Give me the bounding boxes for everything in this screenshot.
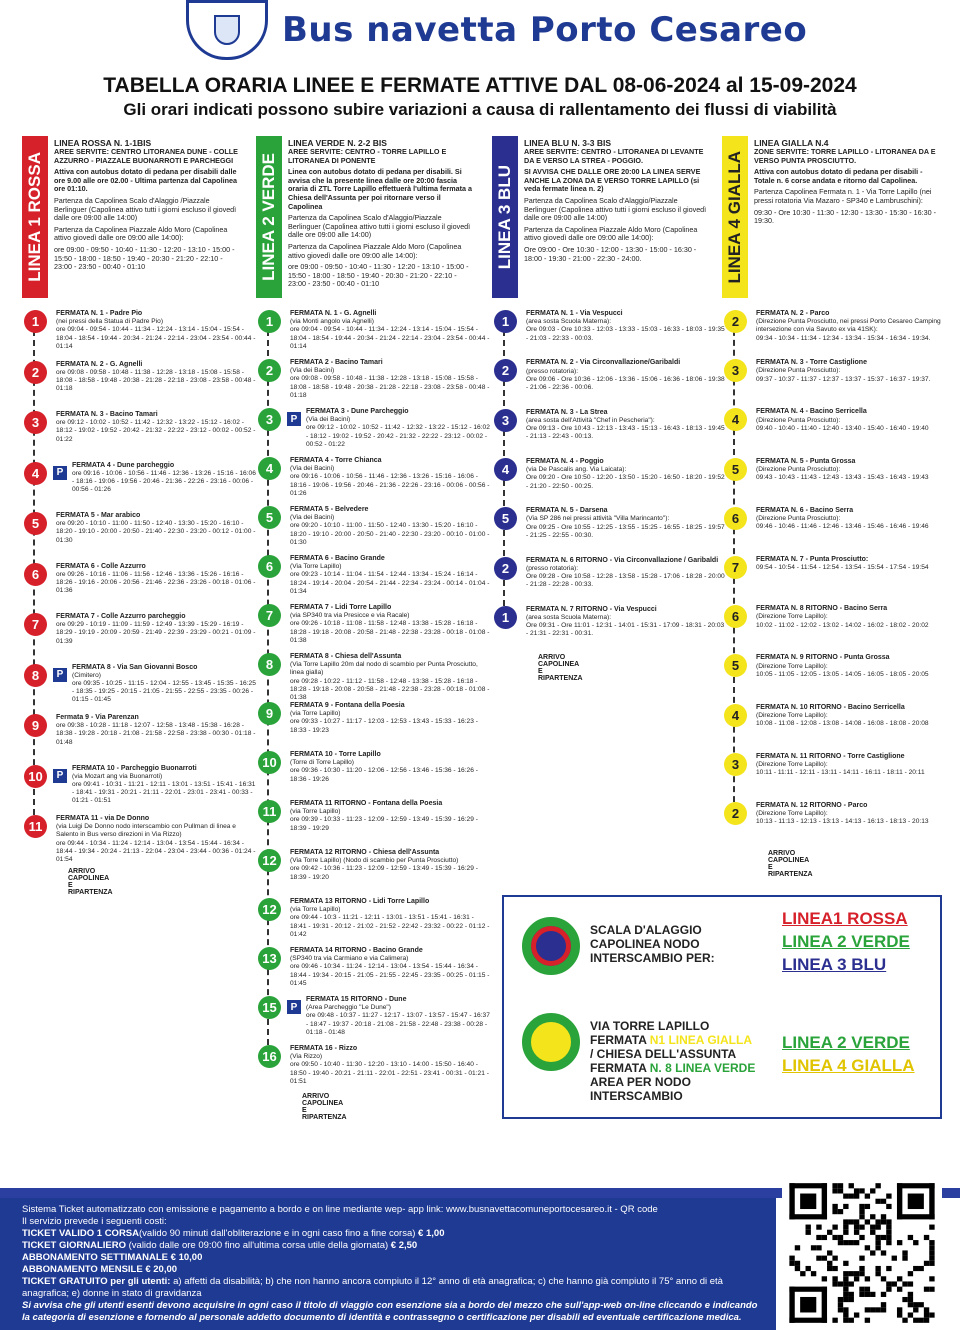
line-intro-paragraph: Attiva con autobus dotato di pedana per disabili dalle ore 9.00 alle ore 02.00 - Ultima partenza dal Capolinea ore 01:10. xyxy=(54,167,237,194)
parking-icon: P xyxy=(53,466,67,480)
stop-number-badge: 5 xyxy=(494,507,517,530)
line-label-bar xyxy=(256,136,282,298)
stop-name: FERMATA N. 11 RITORNO - Torre Castiglione xyxy=(756,752,905,760)
line-intro-paragraph: 09:30 - Ore 10:30 - 11:30 - 12:30 - 13:30 - 15:30 - 16:30 - 19:30. xyxy=(754,207,937,226)
line-title: LINEA BLU N. 3-3 BIS xyxy=(524,138,612,148)
stop-location-note: (Via Torre Lapillo) xyxy=(290,563,342,571)
stop-times: ore 09:12 - 10:02 - 10:52 - 11:42 - 12:32 - 13:22 - 15:12 - 16:02 - 18:12 - 19:02 - 19:52 - 20:42 - 21:32 - 22:22 - 23:12 - 00:02 - 00:52 - 01:22 xyxy=(306,424,490,448)
parking-icon: P xyxy=(287,412,301,426)
stop-details xyxy=(56,310,256,351)
arrival-terminus-note: ARRIVO CAPOLINEA E RIPARTENZA xyxy=(68,868,113,896)
stop-details xyxy=(290,653,490,702)
stop-location-note: (Direzione Torre Lapillo): xyxy=(756,761,828,768)
ticket-info-footer xyxy=(0,1188,960,1330)
stop-details xyxy=(290,604,490,645)
stop-location-note: (presso rotatoria): xyxy=(526,564,579,572)
stop-details xyxy=(756,704,956,729)
hub2-line-green: LINEA 2 VERDE xyxy=(782,1033,910,1052)
stop-details xyxy=(290,506,490,547)
stop-number-badge: 1 xyxy=(258,310,281,333)
stop-details xyxy=(306,996,492,1037)
line-label-text: LINEA 3 BLU xyxy=(495,164,514,270)
hub2-line-yellow: LINEA 4 GIALLA xyxy=(782,1056,915,1075)
stop-details xyxy=(756,753,956,778)
line-title: LINEA ROSSA N. 1-1BIS xyxy=(54,138,152,148)
stop-details xyxy=(756,408,956,433)
stop-details xyxy=(756,310,956,343)
stop-details xyxy=(290,800,490,833)
stop-number-badge: 9 xyxy=(258,702,281,725)
line-intro-paragraph: Partenza da Capolinea Scalo d'Alaggio/Piazzale Berlinguer (Capolinea attivo tutti i giorni escluso il giovedì dalle ore 09:00 alle 14:00) xyxy=(288,213,471,240)
stop-times: Ore 09:03 - Ore 10:33 - 12:03 - 13:33 - 15:03 - 16:33 - 18:03 - 19:35 - 21:03 - 22:33 - 00:03. xyxy=(526,326,725,342)
stop-details xyxy=(56,512,256,545)
stop-details xyxy=(56,815,256,864)
stop-details xyxy=(526,409,726,442)
stop-times: ore 09:44 - 10:34 - 11:24 - 12:14 - 13:04 - 13:54 - 15:44 - 16:34 - 18:44 - 19:34 - 20:24 - 21:13 - 22:04 - 23:04 - 23:44 - 00:36 - 01:24 - 01:54 xyxy=(56,839,256,864)
stop-name: FERMATA N. 5 - Punta Grossa xyxy=(756,457,856,465)
stop-name: FERMATA N. 3 - La Strea xyxy=(526,408,608,416)
stop-details xyxy=(290,359,490,400)
stop-number-badge: 7 xyxy=(258,604,281,627)
stop-details xyxy=(290,849,490,882)
stop-times: ore 09:16 - 10:06 - 10:56 - 11:46 - 12:36 - 13:26 - 15:16 - 16:06 - 18:16 - 19:06 - 19:56 - 20:46 - 21:36 - 22:26 - 23:16 - 00:06 - 00:56 - 01:26 xyxy=(72,469,256,494)
line-intro-paragraph: AREE SERVITE: CENTRO LITORANEA DUNE - COLLE AZZURRO - PIAZZALE BUONARROTI E PARCHEGGI xyxy=(54,147,238,165)
line-label-bar xyxy=(722,136,748,298)
stop-times: 10:05 - 11:05 - 12:05 - 13:05 - 14:05 - 16:05 - 18:05 - 20:05 xyxy=(756,670,929,678)
stop-number-badge: 12 xyxy=(258,898,281,921)
page-title: Bus navetta Porto Cesareo xyxy=(282,10,808,50)
stop-location-note: (via Luigi De Donno nodo interscambio con Pullman di linea e Salento in Bus verso direzioni in Via Rizzo) xyxy=(56,823,236,839)
stop-location-note: (via SP340 tra via Presicce e via Racale) xyxy=(290,612,410,620)
stop-name: FERMATA 14 RITORNO - Bacino Grande xyxy=(290,947,423,954)
stop-number-badge: 9 xyxy=(24,714,47,737)
line-intro-paragraph: Partenza da Capolinea Scalo d'Alaggio /Piazzale Berlinguer (Capolinea attivo tutti i giorni escluso il giovedì dalle ore 09:00 alle 14:00) xyxy=(54,195,237,223)
stop-details xyxy=(290,310,490,351)
stop-number-badge: 10 xyxy=(24,765,47,788)
stop-location-note: (SP340 tra via Carmiano e via Calimera) xyxy=(290,955,409,963)
red-green-blue-hub-icon xyxy=(522,917,580,975)
variation-notice: Gli orari indicati possono subire variazioni a causa di rallentamento dei flussi di viabilità xyxy=(123,100,837,119)
stop-times: ore 09:35 - 10:25 - 11:15 - 12:04 - 12:55 - 13:45 - 15:35 - 16:25 - 18:35 - 19:25 - 20:15 - 21:05 - 21:55 - 22:55 - 23:35 - 00:26 - 01:15 - 01:45 xyxy=(72,679,256,704)
line-intro-paragraph: Linea con autobus dotato di pedana per disabili. Si avvisa che la presente linea dalle ore 20:00 fascia oraria di ZTL Torre Lapillo effettuerà l'ultima fermata a Chiesa dell'Assunta per poi ritornare verso il Capolinea xyxy=(288,167,472,211)
stop-times: 10:08 - 11:08 - 12:08 - 13:08 - 14:08 - 16:08 - 18:08 - 20:08 xyxy=(756,720,929,727)
stop-name: FERMATA N. 2 - Via Circonvallazione/Garibaldi xyxy=(526,359,681,367)
parking-icon: P xyxy=(287,1000,301,1014)
stop-times: 09:54 - 10:54 - 11:54 - 12:54 - 13:54 - 15:54 - 17:54 - 19:54 xyxy=(756,564,929,572)
stop-name: FERMATA 4 - Dune parcheggio xyxy=(72,461,175,469)
stop-number-badge: 3 xyxy=(494,409,517,432)
stop-location-note: (Cimitero) xyxy=(72,671,101,679)
stop-location-note: (Direzione Punta Prosciutto): xyxy=(756,367,841,375)
stop-name: FERMATA 2 - Bacino Tamari xyxy=(290,359,383,366)
timetable-subtitle: TABELLA ORARIA LINEE E FERMATE ATTIVE DAL 08-06-2024 al 15-09-2024 xyxy=(103,74,857,97)
stop-number-badge: 2 xyxy=(258,359,281,382)
qr-code-icon[interactable] xyxy=(782,1176,942,1330)
stop-times: ore 09:33 - 10:27 - 11:17 - 12:03 - 12:53 - 13:43 - 15:33 - 16:23 - 18:33 - 19:23 xyxy=(290,718,478,734)
stop-details xyxy=(526,557,726,590)
stop-times: 09:43 - 10:43 - 11:43 - 12:43 - 13:43 - 15:43 - 16:43 - 19:43 xyxy=(756,474,929,481)
stop-name: FERMATA 8 - Chiesa dell'Assunta xyxy=(290,653,402,660)
stop-number-badge: 16 xyxy=(258,1045,281,1068)
stop-name: FERMATA N. 4 - Poggio xyxy=(526,457,604,465)
stop-location-note: (Via Torre Lapillo 20m dal nodo di scambio per Punta Prosciutto, linea gialla) xyxy=(290,661,478,677)
line-intro-paragraph: ore 09:00 - 09:50 - 10:40 - 11:30 - 12:20 - 13:10 - 15:00 - 15:50 - 18:00 - 18:50 - 19:40 - 20:30 - 21:20 - 22:10 - 23:00 - 23:50 - 00:40 - 01:10 xyxy=(288,262,469,289)
stop-location-note: (Direzione Torre Lapillo): xyxy=(756,662,828,670)
stop-number-badge: 4 xyxy=(724,704,747,727)
stop-name: FERMATA 7 - Colle Azzurro parcheggio xyxy=(56,613,186,620)
stop-times: ore 09:20 - 10:10 - 11:00 - 11:50 - 12:40 - 13:30 - 15:20 - 16:10 - 18:20 - 19:10 - 20:00 - 20:50 - 21:40 - 22:30 - 23:20 - 00:12 - 01:00 - 01:30 xyxy=(56,520,256,544)
stop-times: ore 09:26 - 10:18 - 11:08 - 11:58 - 12:48 - 13:38 - 15:28 - 16:18 - 18:28 - 19:18 - 20:08 - 20:58 - 21:48 - 22:38 - 23:28 - 00:18 - 01:08 - 01:38 xyxy=(290,620,490,644)
line-intro-paragraph: Partenza da Capolinea Scalo d'Alaggio/Piazzale Berlinguer (Capolinea attivo tutti i giorni escluso il giovedì dalle ore 09:00 alle 14:00) xyxy=(524,195,707,223)
stop-location-note: (via Torre Lapillo) xyxy=(290,906,341,914)
stop-location-note: (Via Rizzo) xyxy=(290,1053,323,1061)
line-title: LINEA VERDE N. 2-2 BIS xyxy=(288,138,387,148)
stop-details xyxy=(526,606,726,639)
stop-location-note: (area sosta dell'Attività "Chef in Pescheria"): xyxy=(526,416,655,424)
line-label-text: LINEA 2 VERDE xyxy=(259,153,278,281)
stop-details xyxy=(290,898,490,939)
line-intro-paragraph: Partenza da Capolinea Piazzale Aldo Moro (Capolinea attivo giovedì dalle ore 09:00 alle 14:00): xyxy=(288,241,462,260)
stop-number-badge: 6 xyxy=(24,563,47,586)
hub1-label: SCALA D'ALAGGIO CAPOLINEA NODO INTERSCAMBIO PER: xyxy=(590,923,715,965)
ticket-single: TICKET VALIDO 1 CORSA(valido 90 minuti dall'obliterazione e in ogni caso fino a fine corsa) € 1,00 xyxy=(22,1228,445,1239)
line-intro-paragraph: Ore 09:00 - Ore 10:30 - 12:00 - 13:30 - 15:00 - 16:30 - 18:00 - 19:30 - 21:00 - 22:30 - 24:00. xyxy=(524,244,697,263)
line-intro xyxy=(288,138,476,292)
stop-name: FERMATA 6 - Bacino Grande xyxy=(290,555,385,562)
ticket-system-info: Sistema Ticket automatizzato con emissione e pagamento a bordo e on line mediante wep- app link: www.busnavettacomuneportocesareo.it - QR code xyxy=(22,1204,658,1215)
stop-number-badge: 2 xyxy=(724,802,747,825)
stop-times: 10:11 - 11:11 - 12:11 - 13:11 - 14:11 - 16:11 - 18:11 - 20:11 xyxy=(756,769,925,777)
stop-times: ore 09:36 - 10:30 - 11:20 - 12:06 - 12:56 - 13:46 - 15:36 - 16:26 - 18:36 - 19:26 xyxy=(290,767,478,783)
stop-number-badge: 6 xyxy=(724,507,747,530)
stop-times: ore 09:04 - 09:54 - 10:44 - 11:34 - 12:24 - 13:14 - 15:04 - 15:54 - 18:04 - 18:54 - 19:44 - 20:34 - 21:24 - 22:14 - 23:04 - 23:54 - 00:44 - 01:14 xyxy=(56,326,256,350)
line-intro-paragraph: Partenza Capolinea Fermata n. 1 - Via Torre Lapillo (nei pressi rotatoria Via Mazaro - SP340 e Lambruschini): xyxy=(754,187,932,205)
stop-times: ore 09:20 - 10:10 - 11:00 - 11:50 - 12:40 - 13:30 - 15:20 - 16:10 - 18:20 - 19:10 - 20:00 - 20:50 - 21:40 - 22:30 - 23:20 - 00:10 - 01:00 - 01:30 xyxy=(290,522,490,546)
line-intro-paragraph: Partenza da Capolinea Piazzale Aldo Moro (Capolinea attivo giovedì dalle ore 09:00 alle 14:00): xyxy=(524,224,698,243)
line-label-text: LINEA 1 ROSSA xyxy=(25,152,44,282)
stop-name: FERMATA N. 10 RITORNO - Bacino Serricella xyxy=(756,703,905,711)
stop-details xyxy=(756,605,956,630)
stop-location-note: (via Mozart ang via Buonarroti) xyxy=(72,772,163,780)
arrival-terminus-note: ARRIVO CAPOLINEA E RIPARTENZA xyxy=(302,1093,347,1121)
stop-location-note: (Direzione Punta Prosciutto, nei pressi Porto Cesareo Camping intersezione con via Savuto ex via 41SK): xyxy=(756,318,941,334)
stop-times: 09:34 - 10:34 - 11:34 - 12:34 - 13:34 - 15:34 - 16:34 - 19:34. xyxy=(756,334,931,342)
stop-name: FERMATA N. 8 RITORNO - Bacino Serra xyxy=(756,605,888,613)
stop-name: FERMATA 10 - Parcheggio Buonarroti xyxy=(72,764,197,772)
stop-location-note: (area sosta Scuola Materna): xyxy=(526,318,612,326)
stop-name: FERMATA N. 6 - Bacino Serra xyxy=(756,506,854,514)
stop-details xyxy=(306,408,492,449)
line-title: LINEA GIALLA N.4 xyxy=(754,138,829,148)
stop-number-badge: 2 xyxy=(724,310,747,333)
ticket-weekly: ABBONAMENTO SETTIMANALE € 10,00 xyxy=(22,1252,203,1263)
stop-name: FERMATA 6 - Colle Azzurro xyxy=(56,562,146,570)
stop-number-badge: 11 xyxy=(258,800,281,823)
hub2-label: VIA TORRE LAPILLO FERMATA N1 LINEA GIALLA / CHIESA DELL'ASSUNTA FERMATA N. 8 LINEA VERDE AREA PER NODO INTERSCAMBIO xyxy=(590,1019,756,1103)
stop-location-note: (presso rotatoria): xyxy=(526,367,579,375)
stop-times: Ore 09:13 - Ore 10:43 - 12:13 - 13:43 - 15:13 - 16:43 - 18:13 - 19:45 - 21:13 - 22:43 - 00:13. xyxy=(526,425,725,441)
stop-name: FERMATA N. 4 - Bacino Serricella xyxy=(756,408,867,416)
stop-details xyxy=(526,507,726,540)
stop-times: ore 09:42 - 10:36 - 11:23 - 12:09 - 12:59 - 13:49 - 15:39 - 16:29 - 18:39 - 19:20 xyxy=(290,865,478,881)
costs-intro: Il servizio prevede i seguenti costi: xyxy=(22,1216,167,1227)
stop-times: Ore 09:20 - Ore 10:50 - 12:20 - 13:50 - 15:20 - 16:50 - 18:20 - 19:52 - 21:20 - 22:50 - 00:25. xyxy=(526,474,725,490)
stop-details xyxy=(56,411,256,444)
stop-number-badge: 4 xyxy=(724,408,747,431)
stop-times: ore 09:04 - 09:54 - 10:44 - 11:34 - 12:24 - 13:14 - 15:04 - 15:54 - 18:04 - 18:54 - 19:44 - 20:34 - 21:24 - 22:14 - 23:04 - 23:54 - 00:44 - 01:14 xyxy=(290,326,490,350)
stop-number-badge: 15 xyxy=(258,996,281,1019)
stop-location-note: (via De Pascalis ang. Via Laicata): xyxy=(526,466,627,474)
stop-number-badge: 2 xyxy=(494,359,517,382)
stop-number-badge: 2 xyxy=(494,557,517,580)
stop-name: FERMATA 12 RITORNO - Chiesa dell'Assunta xyxy=(290,849,440,856)
stop-name: FERMATA N. 12 RITORNO - Parco xyxy=(756,802,868,809)
stop-name: FERMATA N. 9 RITORNO - Punta Grossa xyxy=(756,654,890,662)
line-label-bar xyxy=(22,136,48,298)
stop-details xyxy=(290,702,490,735)
stop-times: Ore 09:31 - Ore 11:01 - 12:31 - 14:01 - 15:31 - 17:09 - 18:31 - 20:03 - 21:31 - 22:31 - 00:31. xyxy=(526,622,725,638)
stop-times: ore 09:16 - 10:06 - 10:56 - 11:46 - 12:36 - 13:26 - 15:16 - 16:06 - 18:16 - 19:06 - 19:56 - 20:46 - 21:36 - 22:26 - 23:16 - 00:06 - 00:56 - 01:26 xyxy=(290,473,490,497)
green-yellow-hub-icon xyxy=(522,1013,580,1071)
parking-icon: P xyxy=(53,668,67,682)
stop-name: FERMATA N. 1 - G. Agnelli xyxy=(290,310,377,317)
stop-number-badge: 5 xyxy=(724,654,747,677)
stop-details xyxy=(290,555,490,596)
stop-name: FERMATA 11 RITORNO - Fontana della Poesia xyxy=(290,800,443,807)
stop-number-badge: 1 xyxy=(24,310,47,333)
stop-number-badge: 5 xyxy=(24,512,47,535)
hub1-line-green: LINEA 2 VERDE xyxy=(782,932,910,951)
stop-times: ore 09:46 - 10:34 - 11:24 - 12:14 - 13:04 - 13:54 - 15:44 - 16:34 - 18:44 - 19:34 - 20:15 - 21:05 - 21:55 - 22:45 - 23:35 - 00:25 - 01:15 - 01:45 xyxy=(290,963,490,987)
stop-times: ore 09:08 - 09:58 - 10:48 - 11:38 - 12:28 - 13:18 - 15:08 - 15:58 - 18:08 - 18:58 - 19:48 - 20:38 - 21:28 - 22:18 - 23:08 - 23:58 - 00:48 - 01:18 xyxy=(290,375,490,399)
stop-times: ore 09:41 - 10:31 - 11:21 - 12:11 - 13:01 - 13:51 - 15:41 - 16:31 - 18:41 - 19:31 - 20:21 - 21:11 - 22:01 - 23:01 - 23:41 - 00:33 - 01:21 - 01:51 xyxy=(72,780,256,805)
stop-number-badge: 3 xyxy=(724,359,747,382)
stop-name: FERMATA N. 1 - Via Vespucci xyxy=(526,310,623,317)
stop-name: FERMATA 15 RITORNO - Dune xyxy=(306,996,407,1003)
stop-details xyxy=(290,947,490,988)
arrival-terminus-note: ARRIVO CAPOLINEA E RIPARTENZA xyxy=(538,653,583,682)
stop-details xyxy=(56,613,256,646)
stop-details xyxy=(756,359,956,384)
ticket-free: TICKET GRATUITO per gli utenti: a) affetti da disabilità; b) che non hanno ancora compiuto il 12° anno di età anagrafica; c) che hanno già compiuto il 75° anno di età anagrafica; e) donne in stato di gravidanza xyxy=(22,1276,723,1299)
line-intro xyxy=(754,138,942,229)
exemption-notice: Si avvisa che gli utenti esenti devono acquisire in ogni caso il titolo di viaggio con esenzione sia a bordo del mezzo che sull'app-web on-line cliccando e indicando la categoria di esenzione e fornendo al personale addetto documento di identità e contrassegno o certificazione per disabili ed eventuale certificazione medica. xyxy=(22,1300,758,1323)
stop-times: 09:46 - 10:46 - 11:46 - 12:46 - 13:46 - 15:46 - 16:46 - 19:46 xyxy=(756,523,929,531)
stop-number-badge: 13 xyxy=(258,947,281,970)
crest-shield-icon xyxy=(214,15,240,45)
stop-number-badge: 4 xyxy=(24,462,47,485)
stop-times: ore 09:23 - 10:14 - 11:04 - 11:54 - 12:44 - 13:34 - 15:24 - 16:14 - 18:24 - 19:14 - 20:04 - 20:54 - 21:44 - 22:34 - 23:24 - 00:14 - 01:04 - 01:34 xyxy=(290,571,490,595)
line-intro xyxy=(54,138,242,275)
stop-name: Fermata 9 - Via Parenzan xyxy=(56,714,139,721)
line-intro-paragraph: Attiva con autobus dotato di pedana per disabili - Totale n. 6 corse andata e ritorno dal Capolinea. xyxy=(754,167,923,185)
stop-name: FERMATA N. 6 RITORNO - Via Circonvallazione / Garibaldi xyxy=(526,556,719,564)
stop-times: ore 09:29 - 10:19 - 11:09 - 11:59 - 12:49 - 13:39 - 15:29 - 16:19 - 18:29 - 19:19 - 20:09 - 20:59 - 21:49 - 22:39 - 23:29 - 00:21 - 01:09 - 01:39 xyxy=(56,621,256,645)
stop-location-note: (Direzione Punta Prosciutto): xyxy=(756,465,841,473)
stop-number-badge: 12 xyxy=(258,849,281,872)
stop-name: FERMATA 16 - Rizzo xyxy=(290,1045,358,1052)
stop-location-note: (Direzione Torre Lapillo): xyxy=(756,810,828,818)
stop-name: FERMATA N. 2 - G. Agnelli xyxy=(56,360,143,368)
stop-details xyxy=(290,1045,490,1086)
stop-number-badge: 7 xyxy=(724,556,747,579)
stop-times: ore 09:50 - 10:40 - 11:30 - 12:20 - 13:10 - 14:00 - 15:50 - 16:40 - 18:50 - 19:40 - 20:21 - 21:11 - 22:01 - 22:51 - 23:41 - 00:31 - 01:21 - 01:51 xyxy=(290,1061,489,1085)
hub1-line-blue: LINEA 3 BLU xyxy=(782,955,887,974)
ticket-info-box xyxy=(0,1198,776,1330)
stop-times: 09:40 - 10:40 - 11:40 - 12:40 - 13:40 - 15:40 - 16:40 - 19:40 xyxy=(756,424,929,432)
stop-times: 10:13 - 11:13 - 12:13 - 13:13 - 14:13 - 16:13 - 18:13 - 20:13 xyxy=(756,818,929,826)
stop-number-badge: 3 xyxy=(724,753,747,776)
stop-location-note: (Via Torre Lapillo) (Nodo di scambio per Punta Prosciutto) xyxy=(290,857,459,865)
stop-location-note: (area sosta Scuola Materna): xyxy=(526,614,612,621)
line-intro-paragraph: AREE SERVITE: CENTRO - LITORANEA DI LEVANTE DA E VERSO LA STREA - POGGIO. xyxy=(524,147,704,165)
stop-details xyxy=(756,556,956,572)
interchange-legend xyxy=(502,895,942,1119)
line-label-text: LINEA 4 GIALLA xyxy=(725,150,744,284)
stop-details xyxy=(756,802,956,827)
stop-name: FERMATA 5 - Belvedere xyxy=(290,506,369,513)
stop-details xyxy=(290,457,490,498)
line-intro-paragraph: ore 09:00 - 09:50 - 10:40 - 11:30 - 12:20 - 13:10 - 15:00 - 15:50 - 18:00 - 18:50 - 19:40 - 20:30 - 21:20 - 22:10 - 23:00 - 23:50 - 00:40 - 01:10 xyxy=(54,244,235,272)
stop-number-badge: 10 xyxy=(258,751,281,774)
stop-location-note: (Via SP 286 nei pressi attività "Villa Marincanto"): xyxy=(526,515,670,523)
stop-times: Ore 09:06 - Ore 10:36 - 12:06 - 13:36 - 15:06 - 16:36 - 18:06 - 19:38 - 21:06 - 22:36 - 00:06. xyxy=(526,375,725,391)
line-intro-paragraph: ZONE SERVITE: TORRE LAPILLO - LITORANEA DA E VERSO PUNTA PROSCIUTTO. xyxy=(754,147,936,165)
stop-name: FERMATA 4 - Torre Chianca xyxy=(290,457,382,464)
stop-number-badge: 8 xyxy=(24,664,47,687)
stop-number-badge: 5 xyxy=(724,458,747,481)
stop-number-badge: 4 xyxy=(494,458,517,481)
stop-number-badge: 3 xyxy=(258,408,281,431)
stop-times: ore 09:12 - 10:02 - 10:52 - 11:42 - 12:32 - 13:22 - 15:12 - 16:02 - 18:12 - 19:02 - 19:52 - 20:42 - 21:32 - 22:22 - 23:12 - 00:02 - 00:52 - 01:22 xyxy=(56,419,256,443)
stop-name: FERMATA 7 - Lidi Torre Lapillo xyxy=(290,604,392,611)
stop-name: FERMATA 9 - Fontana della Poesia xyxy=(290,702,405,709)
stop-name: FERMATA N. 2 - Parco xyxy=(756,310,830,317)
stop-times: 10:02 - 11:02 - 12:02 - 13:02 - 14:02 - 16:02 - 18:02 - 20:02 xyxy=(756,621,929,629)
stop-name: FERMATA N. 7 RITORNO - Via Vespucci xyxy=(526,605,657,613)
line-intro-paragraph: SI AVVISA CHE DALLE ORE 20:00 LA LINEA SERVE ANCHE LA ZONA DA E VERSO TORRE LAPILLO (si veda fermate linea n. 2) xyxy=(524,167,701,194)
stop-location-note: (Via dei Bacini) xyxy=(290,514,335,522)
stop-name: FERMATA 13 RITORNO - Lidi Torre Lapillo xyxy=(290,898,430,905)
stop-times: ore 09:39 - 10:33 - 11:23 - 12:09 - 12:59 - 13:49 - 15:39 - 16:29 - 18:39 - 19:29 xyxy=(290,816,478,832)
arrival-terminus-note: ARRIVO CAPOLINEA E RIPARTENZA xyxy=(768,850,813,878)
stop-number-badge: 7 xyxy=(24,613,47,636)
stop-name: FERMATA 8 - Via San Giovanni Bosco xyxy=(72,663,198,671)
stop-details xyxy=(756,507,956,532)
stop-location-note: (via Torre Lapillo) xyxy=(290,808,341,816)
municipal-crest-logo xyxy=(186,0,268,60)
stop-number-badge: 5 xyxy=(258,506,281,529)
stop-location-note: (Direzione Punta Prosciutto): xyxy=(756,515,841,522)
stop-details xyxy=(56,714,256,747)
stop-location-note: (via Torre Lapillo) xyxy=(290,710,341,718)
stop-times: ore 09:26 - 10:16 - 11:06 - 11:56 - 12:46 - 13:36 - 15:26 - 16:16 - 18:26 - 19:16 - 20:06 - 20:56 - 21:46 - 22:36 - 23:26 - 00:18 - 01:06 - 01:36 xyxy=(56,570,256,595)
stop-name: FERMATA 10 - Torre Lapillo xyxy=(290,751,381,758)
stop-number-badge: 1 xyxy=(494,310,517,333)
line-intro-paragraph: Partenza da Capolinea Piazzale Aldo Moro (Capolinea attivo giovedì dalle ore 09:00 alle 14:00): xyxy=(54,224,228,243)
stop-details xyxy=(72,664,258,705)
line-label-bar xyxy=(492,136,518,298)
stop-times: ore 09:08 - 09:58 - 10:48 - 11:38 - 12:28 - 13:18 - 15:08 - 15:58 - 18:08 - 18:58 - 19:48 - 20:38 - 21:28 - 22:18 - 23:08 - 23:58 - 00:48 - 01:18 xyxy=(56,368,256,393)
stop-name: FERMATA N. 7 - Punta Prosciutto: xyxy=(756,556,869,563)
stop-location-note: (Via dei Bacini) xyxy=(290,465,335,473)
stop-name: FERMATA 11 - via De Donno xyxy=(56,815,150,822)
stop-times: ore 09:44 - 10:3 - 11:21 - 12:11 - 13:01 - 13:51 - 15:41 - 16:31 - 18:41 - 19:31 - 20:12 - 21:02 - 21:52 - 22:42 - 23:32 - 00:22 - 01:12 - 01:42 xyxy=(290,914,490,938)
stop-times: 09:37 - 10:37 - 11:37 - 12:37 - 13:37 - 15:37 - 16:37 - 19:37. xyxy=(756,375,931,383)
ticket-monthly: ABBONAMENTO MENSILE € 20,00 xyxy=(22,1264,178,1275)
stop-location-note: (nei pressi della Statua di Padre Pio) xyxy=(56,318,164,326)
stop-number-badge: 4 xyxy=(258,457,281,480)
stop-number-badge: 8 xyxy=(258,653,281,676)
stop-times: ore 09:38 - 10:28 - 11:18 - 12:07 - 12:58 - 13:48 - 15:38 - 16:28 - 18:38 - 19:28 - 20:18 - 21:08 - 21:58 - 22:58 - 23:38 - 00:30 - 01:18 - 01:48 xyxy=(56,722,256,746)
stop-name: FERMATA N. 3 - Bacino Tamari xyxy=(56,411,158,418)
stop-name: FERMATA N. 3 - Torre Castiglione xyxy=(756,359,867,367)
stop-name: FERMATA 5 - Mar arabico xyxy=(56,512,141,519)
stop-number-badge: 6 xyxy=(258,555,281,578)
stop-details xyxy=(72,462,258,495)
line-intro xyxy=(524,138,712,266)
stop-location-note: (Direzione Torre Lapillo): xyxy=(756,613,828,621)
stop-details xyxy=(56,361,256,394)
stop-location-note: (Via dei Bacini) xyxy=(290,367,335,375)
stop-details xyxy=(56,563,256,596)
stop-number-badge: 6 xyxy=(724,605,747,628)
stop-times: Ore 09:28 - Ore 10:58 - 12:28 - 13:58 - 15:28 - 17:06 - 18:28 - 20:00 - 21:28 - 22:28 - 00:33. xyxy=(526,572,725,589)
stop-details xyxy=(756,458,956,483)
stop-details xyxy=(526,359,726,392)
stop-details xyxy=(756,654,956,679)
ticket-daily: TICKET GIORNALIERO (valido dalle ore 09:00 fino all'ultima corsa utile della giornata) € 2,50 xyxy=(22,1240,418,1251)
stop-times: ore 09:48 - 10:37 - 11:27 - 12:17 - 13:07 - 13:57 - 15:47 - 16:37 - 18:47 - 19:37 - 20:18 - 21:08 - 21:58 - 22:48 - 23:38 - 00:28 - 01:18 - 01:48 xyxy=(306,1012,490,1036)
stop-location-note: (Direzione Punta Prosciutto): xyxy=(756,416,841,424)
stop-name: FERMATA N. 5 - Darsena xyxy=(526,507,608,515)
parking-icon: P xyxy=(53,769,67,783)
stop-details xyxy=(290,751,490,784)
stop-number-badge: 2 xyxy=(24,361,47,384)
stop-number-badge: 3 xyxy=(24,411,47,434)
stop-times: Ore 09:25 - Ore 10:55 - 12:25 - 13:55 - 15:25 - 16:55 - 18:25 - 19:57 - 21:25 - 22:55 - 00:30. xyxy=(526,523,725,539)
stop-location-note: (Area Parcheggio "Le Dune") xyxy=(306,1004,391,1012)
stop-location-note: (Direzione Torre Lapillo): xyxy=(756,711,828,719)
hub1-line-red: LINEA1 ROSSA xyxy=(782,909,908,928)
stop-location-note: (Via dei Bacini) xyxy=(306,416,351,424)
stop-location-note: (Torre di Torre Lapillo) xyxy=(290,759,355,767)
line-intro-paragraph: AREE SERVITE: CENTRO - TORRE LAPILLO E LITORANEA DI PONENTE xyxy=(288,147,447,165)
stop-times: ore 09:28 - 10:22 - 11:12 - 11:58 - 12:48 - 13:38 - 15:28 - 16:18 - 18:28 - 19:18 - 20:08 - 20:58 - 21:48 - 22:38 - 23:28 - 00:18 - 01:08 - 01:38 xyxy=(290,677,490,702)
stop-number-badge: 1 xyxy=(494,606,517,629)
header xyxy=(0,0,960,62)
stop-location-note: (via Monti angolo via Agnelli) xyxy=(290,318,374,326)
stop-details xyxy=(72,765,258,806)
stop-details xyxy=(526,458,726,491)
stop-details xyxy=(526,310,726,343)
stop-name: FERMATA 3 - Dune Parcheggio xyxy=(306,408,409,415)
stop-number-badge: 11 xyxy=(24,815,47,838)
stop-name: FERMATA N. 1 - Padre Pio xyxy=(56,310,143,317)
